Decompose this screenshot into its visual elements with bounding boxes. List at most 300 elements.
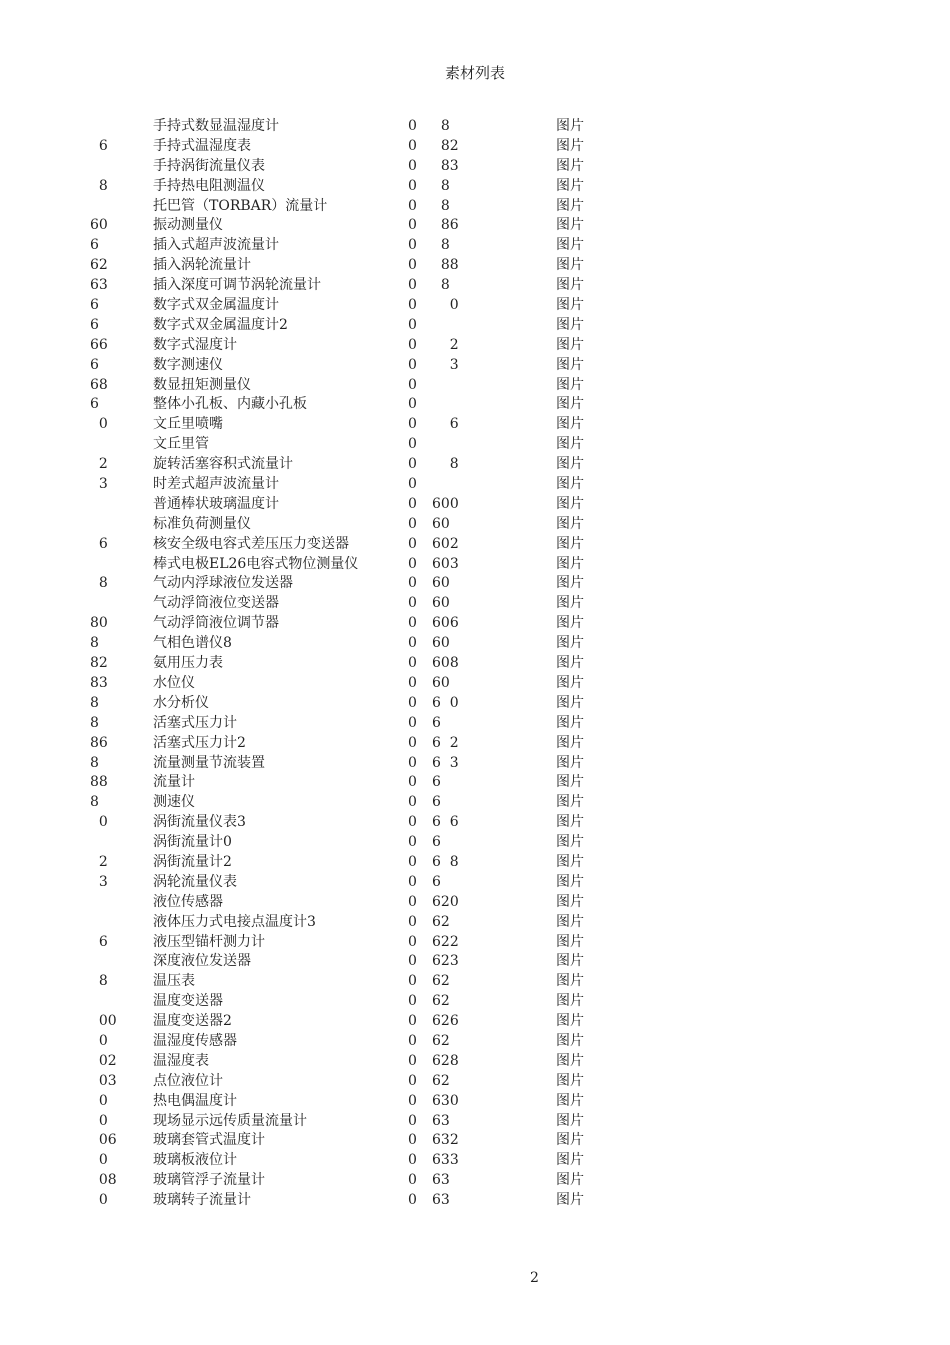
item-type: 图片	[556, 853, 584, 870]
item-type: 图片	[556, 814, 584, 831]
item-flag: 0	[408, 197, 417, 214]
row-number: 08	[90, 1172, 117, 1189]
item-code: 0	[432, 297, 459, 314]
item-type: 图片	[556, 714, 584, 731]
item-name: 活塞式压力计	[153, 714, 237, 731]
item-code: 60	[432, 674, 450, 691]
item-code: 8	[432, 277, 450, 294]
item-code: 60	[432, 515, 450, 532]
item-type: 图片	[556, 316, 584, 333]
row-number: 0	[90, 416, 108, 433]
item-name: 手持涡街流量仪表	[153, 157, 265, 174]
item-name: 气动浮筒液位变送器	[153, 595, 279, 612]
item-code: 83	[432, 157, 459, 174]
item-type: 图片	[556, 694, 584, 711]
item-name: 插入式超声波流量计	[153, 237, 279, 254]
row-number: 6	[90, 316, 99, 333]
item-flag: 0	[408, 635, 417, 652]
item-flag: 0	[408, 476, 417, 493]
item-type: 图片	[556, 973, 584, 990]
item-flag: 0	[408, 794, 417, 811]
row-number: 8	[90, 694, 99, 711]
item-flag: 0	[408, 356, 417, 373]
list-row	[0, 913, 950, 933]
list-row	[0, 574, 950, 594]
list-row	[0, 1112, 950, 1132]
list-row	[0, 1052, 950, 1072]
item-flag: 0	[408, 734, 417, 751]
item-type: 图片	[556, 257, 584, 274]
item-name: 水分析仪	[153, 694, 209, 711]
item-flag: 0	[408, 495, 417, 512]
item-type: 图片	[556, 1112, 584, 1129]
item-type: 图片	[556, 515, 584, 532]
item-type: 图片	[556, 635, 584, 652]
item-code: 60	[432, 635, 450, 652]
item-name: 涡街流量仪表3	[153, 814, 246, 831]
item-code: 6 2	[432, 734, 459, 751]
row-number: 6	[90, 535, 108, 552]
list-row	[0, 893, 950, 913]
list-row	[0, 535, 950, 555]
list-row	[0, 734, 950, 754]
item-type: 图片	[556, 456, 584, 473]
list-row	[0, 833, 950, 853]
list-row	[0, 455, 950, 475]
item-code: 6	[432, 774, 441, 791]
row-number: 3	[90, 476, 108, 493]
item-name: 涡街流量计2	[153, 853, 232, 870]
row-number: 82	[90, 655, 108, 672]
item-code: 626	[432, 1013, 459, 1030]
row-number: 06	[90, 1132, 117, 1149]
item-flag: 0	[408, 416, 417, 433]
item-type: 图片	[556, 197, 584, 214]
list-row	[0, 674, 950, 694]
list-row	[0, 793, 950, 813]
item-name: 普通棒状玻璃温度计	[153, 495, 279, 512]
item-type: 图片	[556, 157, 584, 174]
item-flag: 0	[408, 316, 417, 333]
list-row	[0, 773, 950, 793]
item-code: 62	[432, 1032, 450, 1049]
row-number: 8	[90, 714, 99, 731]
item-flag: 0	[408, 853, 417, 870]
item-flag: 0	[408, 436, 417, 453]
item-code: 3	[432, 356, 459, 373]
item-type: 图片	[556, 237, 584, 254]
item-type: 图片	[556, 1013, 584, 1030]
item-code: 6 6	[432, 814, 459, 831]
item-code: 6 8	[432, 853, 459, 870]
item-flag: 0	[408, 157, 417, 174]
item-type: 图片	[556, 655, 584, 672]
list-row	[0, 435, 950, 455]
item-type: 图片	[556, 575, 584, 592]
row-number: 0	[90, 1112, 108, 1129]
item-code: 6 3	[432, 754, 459, 771]
list-row	[0, 1032, 950, 1052]
row-number: 8	[90, 575, 108, 592]
list-row	[0, 117, 950, 137]
item-name: 手持式温湿度表	[153, 137, 251, 154]
item-code: 602	[432, 535, 459, 552]
item-code: 606	[432, 615, 459, 632]
item-code: 60	[432, 595, 450, 612]
item-code: 600	[432, 495, 459, 512]
item-name: 数显扭矩测量仪	[153, 376, 251, 393]
list-row	[0, 395, 950, 415]
item-name: 流量计	[153, 774, 195, 791]
row-number: 8	[90, 754, 99, 771]
item-flag: 0	[408, 1052, 417, 1069]
item-name: 现场显示远传质量流量计	[153, 1112, 307, 1129]
item-name: 数字式双金属温度计2	[153, 316, 288, 333]
item-flag: 0	[408, 754, 417, 771]
item-name: 手持热电阻测温仪	[153, 177, 265, 194]
row-number: 6	[90, 933, 108, 950]
row-number: 2	[90, 456, 108, 473]
item-type: 图片	[556, 1032, 584, 1049]
row-number: 0	[90, 814, 108, 831]
item-code: 62	[432, 913, 450, 930]
list-row	[0, 952, 950, 972]
list-row	[0, 356, 950, 376]
row-number: 66	[90, 336, 108, 353]
row-number: 6	[90, 237, 99, 254]
list-row	[0, 475, 950, 495]
item-code: 633	[432, 1152, 459, 1169]
item-flag: 0	[408, 694, 417, 711]
list-row	[0, 654, 950, 674]
item-code: 630	[432, 1092, 459, 1109]
list-row	[0, 256, 950, 276]
item-flag: 0	[408, 575, 417, 592]
list-row	[0, 634, 950, 654]
item-code: 6	[432, 873, 441, 890]
item-code: 63	[432, 1192, 450, 1209]
row-number: 02	[90, 1052, 117, 1069]
item-name: 数字式湿度计	[153, 336, 237, 353]
row-number: 2	[90, 853, 108, 870]
row-number: 00	[90, 1013, 117, 1030]
item-name: 气动内浮球液位发送器	[153, 575, 293, 592]
item-name: 温湿度表	[153, 1052, 209, 1069]
item-flag: 0	[408, 1013, 417, 1030]
item-code: 63	[432, 1172, 450, 1189]
item-flag: 0	[408, 297, 417, 314]
list-row	[0, 296, 950, 316]
item-code: 6	[432, 794, 441, 811]
list-row	[0, 972, 950, 992]
item-name: 温度变送器2	[153, 1013, 232, 1030]
item-type: 图片	[556, 118, 584, 134]
list-row	[0, 1191, 950, 1211]
item-flag: 0	[408, 953, 417, 970]
item-flag: 0	[408, 893, 417, 910]
item-name: 温压表	[153, 973, 195, 990]
item-type: 图片	[556, 674, 584, 691]
item-type: 图片	[556, 834, 584, 851]
list-row	[0, 316, 950, 336]
item-flag: 0	[408, 615, 417, 632]
item-name: 液压型锚杆测力计	[153, 933, 265, 950]
item-flag: 0	[408, 674, 417, 691]
item-name: 整体小孔板、内藏小孔板	[153, 396, 307, 413]
item-name: 气相色谱仪8	[153, 635, 232, 652]
item-code: 6 0	[432, 694, 459, 711]
item-type: 图片	[556, 277, 584, 294]
item-code: 8	[432, 237, 450, 254]
row-number: 80	[90, 615, 108, 632]
item-name: 文丘里喷嘴	[153, 416, 223, 433]
item-type: 图片	[556, 1132, 584, 1149]
item-name: 活塞式压力计2	[153, 734, 246, 751]
list-row	[0, 276, 950, 296]
item-type: 图片	[556, 476, 584, 493]
item-type: 图片	[556, 177, 584, 194]
page-number: 2	[530, 1270, 539, 1286]
list-row	[0, 197, 950, 217]
list-row	[0, 216, 950, 236]
item-type: 图片	[556, 615, 584, 632]
item-name: 标准负荷测量仪	[153, 515, 251, 532]
item-code: 6	[432, 834, 441, 851]
list-row	[0, 813, 950, 833]
item-flag: 0	[408, 913, 417, 930]
item-type: 图片	[556, 555, 584, 572]
item-name: 测速仪	[153, 794, 195, 811]
item-code: 6	[432, 416, 459, 433]
item-name: 旋转活塞容积式流量计	[153, 456, 293, 473]
item-type: 图片	[556, 356, 584, 373]
item-flag: 0	[408, 1072, 417, 1089]
item-flag: 0	[408, 555, 417, 572]
item-type: 图片	[556, 933, 584, 950]
item-name: 手持式数显温湿度计	[153, 118, 279, 134]
item-flag: 0	[408, 396, 417, 413]
item-type: 图片	[556, 1172, 584, 1189]
item-name: 时差式超声波流量计	[153, 476, 279, 493]
item-code: 62	[432, 993, 450, 1010]
item-code: 86	[432, 217, 459, 234]
item-name: 涡街流量计0	[153, 834, 232, 851]
row-number: 6	[90, 297, 99, 314]
row-number: 0	[90, 1152, 108, 1169]
item-type: 图片	[556, 297, 584, 314]
item-name: 氨用压力表	[153, 655, 223, 672]
row-number: 68	[90, 376, 108, 393]
item-code: 622	[432, 933, 459, 950]
item-type: 图片	[556, 774, 584, 791]
list-row	[0, 1171, 950, 1191]
item-name: 温湿度传感器	[153, 1032, 237, 1049]
item-code: 60	[432, 575, 450, 592]
row-number: 8	[90, 177, 108, 194]
item-name: 玻璃管浮子流量计	[153, 1172, 265, 1189]
item-code: 63	[432, 1112, 450, 1129]
row-number: 8	[90, 973, 108, 990]
item-flag: 0	[408, 277, 417, 294]
row-number: 3	[90, 873, 108, 890]
item-name: 文丘里管	[153, 436, 209, 453]
item-code: 632	[432, 1132, 459, 1149]
item-type: 图片	[556, 1192, 584, 1209]
item-flag: 0	[408, 257, 417, 274]
item-type: 图片	[556, 595, 584, 612]
item-code: 603	[432, 555, 459, 572]
item-name: 振动测量仪	[153, 217, 223, 234]
item-type: 图片	[556, 535, 584, 552]
row-number: 03	[90, 1072, 117, 1089]
item-name: 插入涡轮流量计	[153, 257, 251, 274]
row-number: 0	[90, 1192, 108, 1209]
item-flag: 0	[408, 456, 417, 473]
list-row	[0, 415, 950, 435]
item-name: 插入深度可调节涡轮流量计	[153, 277, 321, 294]
material-list	[0, 117, 950, 1211]
item-type: 图片	[556, 217, 584, 234]
item-name: 液体压力式电接点温度计3	[153, 913, 316, 930]
item-flag: 0	[408, 993, 417, 1010]
list-row	[0, 853, 950, 873]
item-flag: 0	[408, 774, 417, 791]
item-name: 玻璃板液位计	[153, 1152, 237, 1169]
item-flag: 0	[408, 973, 417, 990]
row-number: 8	[90, 635, 99, 652]
item-flag: 0	[408, 595, 417, 612]
row-number: 88	[90, 774, 108, 791]
item-flag: 0	[408, 873, 417, 890]
item-name: 玻璃转子流量计	[153, 1192, 251, 1209]
item-code: 82	[432, 137, 459, 154]
item-type: 图片	[556, 1152, 584, 1169]
list-row	[0, 694, 950, 714]
item-type: 图片	[556, 1052, 584, 1069]
item-code: 8	[432, 118, 450, 134]
list-row	[0, 992, 950, 1012]
item-flag: 0	[408, 1112, 417, 1129]
item-type: 图片	[556, 913, 584, 930]
list-row	[0, 555, 950, 575]
item-name: 核安全级电容式差压压力变送器	[153, 535, 349, 552]
item-flag: 0	[408, 1132, 417, 1149]
list-row	[0, 336, 950, 356]
item-name: 流量测量节流装置	[153, 754, 265, 771]
item-flag: 0	[408, 1192, 417, 1209]
item-flag: 0	[408, 118, 417, 134]
row-number: 0	[90, 1092, 108, 1109]
item-name: 托巴管（TORBAR）流量计	[153, 197, 328, 214]
item-flag: 0	[408, 336, 417, 353]
item-flag: 0	[408, 1172, 417, 1189]
list-row	[0, 754, 950, 774]
list-row	[0, 594, 950, 614]
item-name: 玻璃套管式温度计	[153, 1132, 265, 1149]
row-number: 63	[90, 277, 108, 294]
item-flag: 0	[408, 535, 417, 552]
item-code: 8	[432, 177, 450, 194]
item-type: 图片	[556, 137, 584, 154]
item-type: 图片	[556, 873, 584, 890]
item-type: 图片	[556, 1072, 584, 1089]
item-type: 图片	[556, 754, 584, 771]
row-number: 6	[90, 396, 99, 413]
item-type: 图片	[556, 436, 584, 453]
item-code: 8	[432, 197, 450, 214]
item-flag: 0	[408, 933, 417, 950]
row-number: 6	[90, 137, 108, 154]
row-number: 62	[90, 257, 108, 274]
list-row	[0, 714, 950, 734]
item-flag: 0	[408, 1032, 417, 1049]
item-name: 水位仪	[153, 674, 195, 691]
item-flag: 0	[408, 814, 417, 831]
list-row	[0, 177, 950, 197]
item-code: 6	[432, 714, 441, 731]
item-type: 图片	[556, 953, 584, 970]
item-code: 88	[432, 257, 459, 274]
item-flag: 0	[408, 834, 417, 851]
row-number: 83	[90, 674, 108, 691]
item-code: 62	[432, 973, 450, 990]
item-name: 棒式电极EL26电容式物位测量仪	[153, 555, 359, 572]
row-number: 86	[90, 734, 108, 751]
row-number: 6	[90, 356, 99, 373]
item-type: 图片	[556, 495, 584, 512]
list-row	[0, 614, 950, 634]
item-code: 628	[432, 1052, 459, 1069]
list-row	[0, 1012, 950, 1032]
item-name: 深度液位发送器	[153, 953, 251, 970]
item-flag: 0	[408, 217, 417, 234]
item-type: 图片	[556, 336, 584, 353]
item-name: 涡轮流量仪表	[153, 873, 237, 890]
item-name: 热电偶温度计	[153, 1092, 237, 1109]
list-row	[0, 1072, 950, 1092]
list-row	[0, 376, 950, 396]
item-code: 623	[432, 953, 459, 970]
item-flag: 0	[408, 177, 417, 194]
item-name: 数字式双金属温度计	[153, 297, 279, 314]
item-code: 8	[432, 456, 459, 473]
item-code: 620	[432, 893, 459, 910]
list-row	[0, 933, 950, 953]
item-type: 图片	[556, 734, 584, 751]
list-row	[0, 515, 950, 535]
row-number: 60	[90, 217, 108, 234]
item-type: 图片	[556, 893, 584, 910]
item-code: 2	[432, 336, 459, 353]
list-row	[0, 1092, 950, 1112]
item-name: 数字测速仪	[153, 356, 223, 373]
item-name: 温度变送器	[153, 993, 223, 1010]
list-row	[0, 1151, 950, 1171]
item-code: 62	[432, 1072, 450, 1089]
list-row	[0, 236, 950, 256]
item-type: 图片	[556, 794, 584, 811]
item-flag: 0	[408, 1092, 417, 1109]
item-flag: 0	[408, 655, 417, 672]
list-row	[0, 873, 950, 893]
list-row	[0, 495, 950, 515]
item-flag: 0	[408, 137, 417, 154]
item-type: 图片	[556, 416, 584, 433]
item-name: 液位传感器	[153, 893, 223, 910]
row-number: 0	[90, 1032, 108, 1049]
item-name: 气动浮筒液位调节器	[153, 615, 279, 632]
item-name: 点位液位计	[153, 1072, 223, 1089]
